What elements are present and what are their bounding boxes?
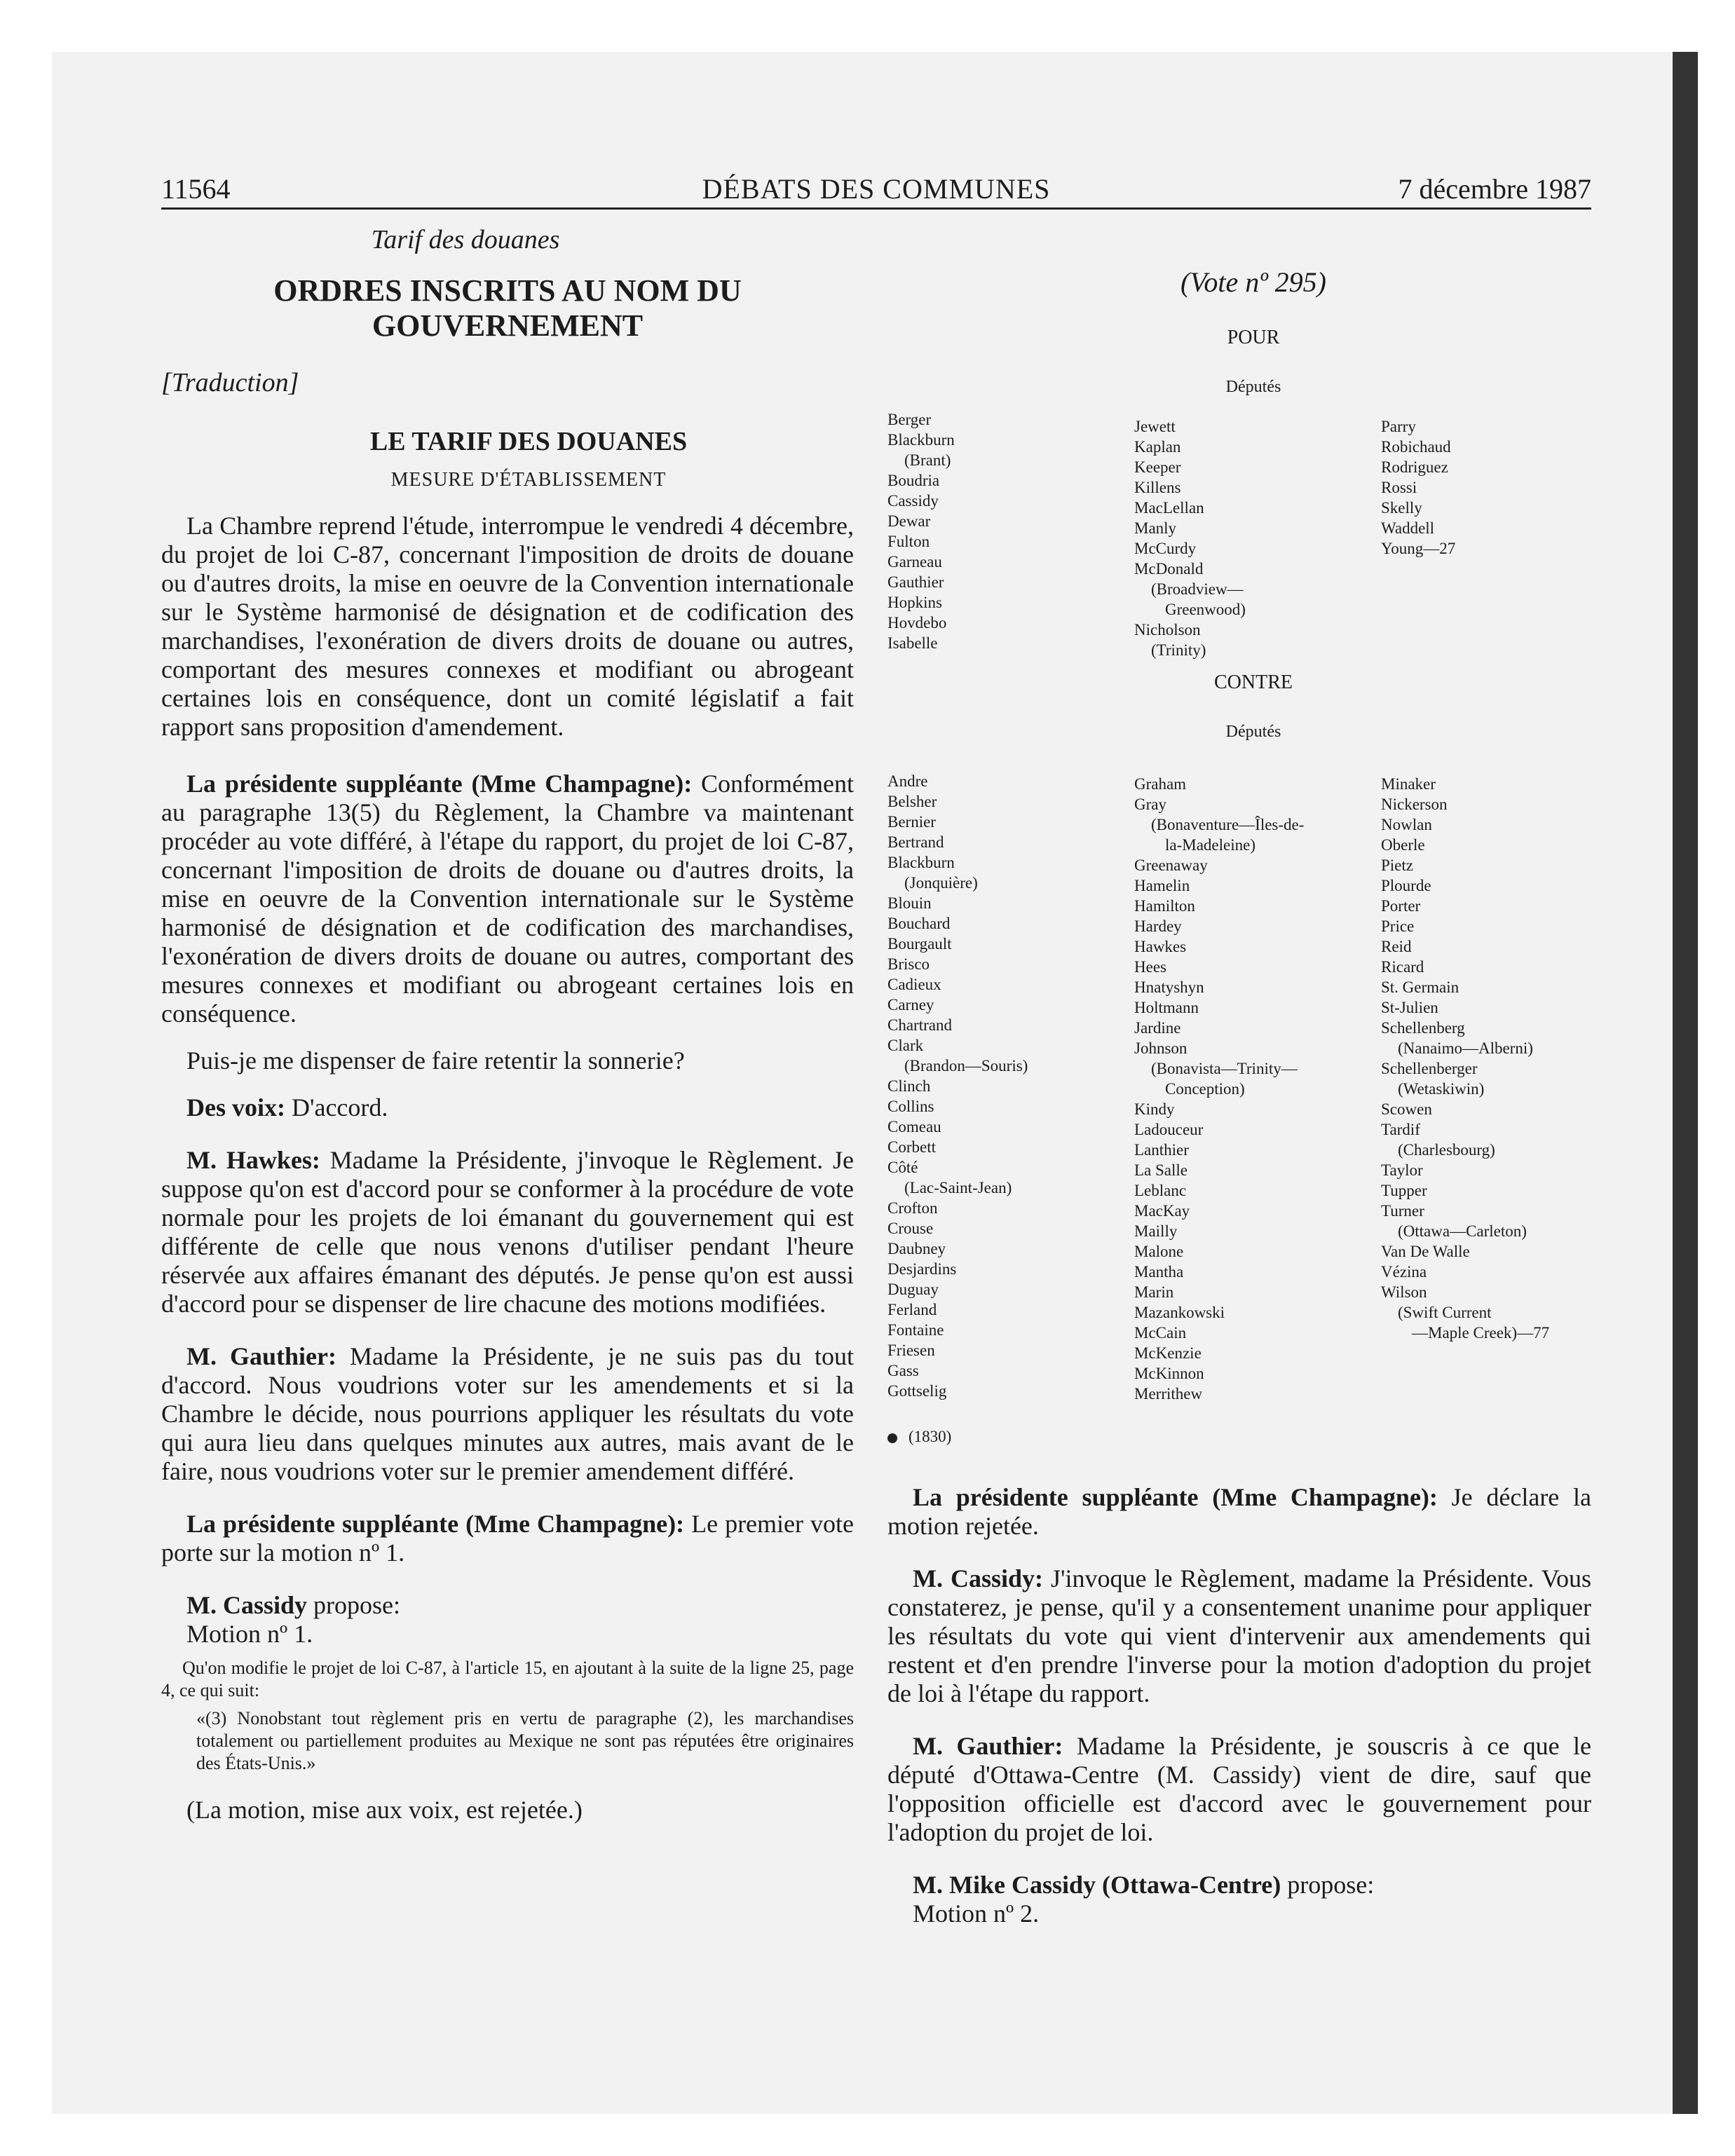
member-name: Oberle: [1381, 836, 1425, 854]
journal-title: DÉBATS DES COMMUNES: [702, 173, 1051, 205]
speaker-name: La présidente suppléante (Mme Champagne):: [913, 1483, 1438, 1511]
contre-column-2: [1134, 774, 1304, 1404]
member-name: Conception): [1165, 1080, 1245, 1098]
speaker-name: M. Hawkes:: [186, 1146, 320, 1174]
member-name: Nicholson: [1134, 621, 1201, 639]
member-name: (Ottawa—Carleton): [1398, 1222, 1527, 1240]
member-name: St-Julien: [1381, 999, 1438, 1016]
member-name: Nickerson: [1381, 796, 1448, 813]
scan-edge-bar: [1673, 52, 1698, 2114]
page-date: 7 décembre 1987: [1398, 173, 1591, 205]
member-name: Parry: [1381, 418, 1416, 435]
member-name: Rossi: [1381, 479, 1417, 496]
motion-proposer-2: M. Mike Cassidy (Ottawa-Centre) propose:: [913, 1871, 1375, 1899]
speaker-name: M. Cassidy:: [913, 1564, 1044, 1592]
member-name: Gauthier: [887, 573, 944, 591]
member-name: Isabelle: [887, 634, 938, 652]
member-name: la-Madeleine): [1165, 836, 1256, 854]
speech-text: Madame la Présidente, j'invoque le Règlement. Je suppose qu'on est d'accord pour se conformer à la procédure de vote normale pour les projets de loi émanant du gouvernement qui est différente de celle que nous venons d'utiliser pendant l'heure réservée aux affaires émanant des députés. Je pense qu'on est aussi d'accord pour se dispenser de lire chacune des motions modifiées.: [161, 1146, 854, 1318]
member-name: Lanthier: [1134, 1141, 1189, 1159]
member-name: Gray: [1134, 796, 1166, 813]
paragraph-cassidy: [887, 1564, 1591, 1708]
member-name: MacKay: [1134, 1202, 1190, 1220]
member-name: Desjardins: [887, 1260, 957, 1278]
member-name: Minaker: [1381, 775, 1436, 793]
member-name: Young—27: [1381, 540, 1456, 557]
member-name: Graham: [1134, 775, 1187, 793]
contre-column-1: [887, 771, 1028, 1401]
member-name: Marin: [1134, 1283, 1174, 1301]
member-name: (Brandon—Souris): [904, 1057, 1028, 1074]
member-name: Fontaine: [887, 1321, 944, 1339]
member-name: (Wetaskiwin): [1398, 1080, 1485, 1098]
member-name: Jardine: [1134, 1019, 1181, 1037]
member-name: Waddell: [1381, 519, 1435, 537]
member-name: (Trinity): [1151, 641, 1206, 659]
member-name: Cassidy: [887, 492, 939, 510]
motion-quote: «(3) Nonobstant tout règlement pris en vertu de paragraphe (2), les marchandises totalement ou partiellement produites au Mexique ne sont pas réputées être originaires des États-Unis.»: [196, 1708, 854, 1773]
right-column: [887, 266, 1591, 1928]
member-name: Schellenberg: [1381, 1019, 1465, 1037]
member-name: Bouchard: [887, 915, 951, 932]
translation-note: [Traduction]: [161, 368, 299, 397]
member-name: Keeper: [1134, 458, 1181, 476]
member-name: Chartrand: [887, 1016, 952, 1034]
member-name: Crouse: [887, 1220, 934, 1237]
member-name: Greenaway: [1134, 857, 1208, 874]
member-name: Carney: [887, 996, 934, 1014]
member-name: (Bonavista—Trinity—: [1151, 1060, 1298, 1077]
member-name: Berger: [887, 411, 932, 428]
member-name: Hees: [1134, 958, 1166, 976]
member-name: Hardey: [1134, 917, 1182, 935]
member-name: Gottselig: [887, 1382, 947, 1400]
speaker-name: M. Mike Cassidy (Ottawa-Centre): [913, 1871, 1281, 1899]
time-marker: [887, 1427, 1591, 1447]
member-name: (Nanaimo—Alberni): [1398, 1039, 1533, 1057]
member-name: McKenzie: [1134, 1344, 1202, 1362]
member-name: Van De Walle: [1381, 1243, 1470, 1260]
pour-list: [887, 409, 1591, 659]
speech-text: D'accord.: [291, 1093, 388, 1121]
member-name: (Broadview—: [1151, 580, 1244, 598]
speaker-name: M. Gauthier:: [186, 1342, 336, 1370]
member-name: Fulton: [887, 533, 930, 550]
section-title-line-2: GOUVERNEMENT: [372, 308, 644, 343]
paragraph-hawkes: [161, 1146, 854, 1318]
member-name: McDonald: [1134, 560, 1204, 578]
member-name: Reid: [1381, 938, 1412, 955]
time-marker-text: (1830): [909, 1428, 952, 1445]
member-name: Hnatyshyn: [1134, 978, 1204, 996]
member-name: Manly: [1134, 519, 1177, 537]
member-name: Killens: [1134, 479, 1181, 496]
member-name: Vézina: [1381, 1263, 1427, 1281]
speech-text: Madame la Présidente, je ne suis pas du tout d'accord. Nous voudrions voter sur les amendements et si la Chambre le décide, nous pourrions appliquer les résultats du vote qui aura lieu dans quelques minutes aux autres, mais avant de le faire, nous voudrions voter sur le premier amendement différé.: [161, 1342, 855, 1485]
member-name: Mazankowski: [1134, 1304, 1225, 1321]
member-name: Belsher: [887, 793, 937, 810]
member-name: Clark: [887, 1037, 924, 1054]
member-name: Clinch: [887, 1077, 931, 1095]
paragraph-gauthier-2: [887, 1732, 1591, 1847]
left-column: [161, 224, 854, 1824]
member-name: Ladouceur: [1134, 1121, 1204, 1138]
member-name: Mailly: [1134, 1222, 1178, 1240]
member-name: Dewar: [887, 512, 931, 530]
subject-heading: Tarif des douanes: [371, 225, 560, 254]
member-name: Bernier: [887, 813, 936, 831]
member-name: Jewett: [1134, 418, 1176, 435]
motion-proposer: M. Cassidy propose:: [186, 1591, 401, 1619]
motion-text: Qu'on modifie le projet de loi C-87, à l'article 15, en ajoutant à la suite de la ligne 25, page 4, ce qui suit:: [161, 1658, 854, 1700]
section-title: [161, 273, 854, 343]
member-name: (Brant): [904, 451, 951, 469]
member-name: —Maple Creek)—77: [1412, 1324, 1550, 1342]
motion-label: Motion nº 1.: [186, 1620, 313, 1648]
member-name: Plourde: [1381, 877, 1431, 894]
paragraph-motion-rejected: [887, 1483, 1591, 1541]
member-name: Schellenberger: [1381, 1060, 1478, 1077]
member-name: Greenwood): [1165, 601, 1246, 618]
member-name: Hovdebo: [887, 614, 947, 632]
member-name: McKinnon: [1134, 1365, 1204, 1382]
member-name: Côté: [887, 1159, 918, 1176]
member-name: Bourgault: [887, 935, 952, 953]
member-name: Gass: [887, 1362, 919, 1379]
member-name: Leblanc: [1134, 1182, 1187, 1199]
member-name: Holtmann: [1134, 999, 1199, 1016]
speaker-name: La présidente suppléante (Mme Champagne):: [186, 770, 693, 798]
pour-column-2: [1134, 416, 1246, 660]
member-name: Duguay: [887, 1281, 939, 1298]
member-name: Nowlan: [1381, 816, 1432, 833]
motion-label-2: Motion nº 2.: [913, 1899, 1040, 1928]
member-name: Merrithew: [1134, 1385, 1203, 1403]
speech-text: Le premier vote porte sur la motion nº 1.: [161, 1510, 855, 1567]
member-name: (Bonaventure—Îles-de-: [1151, 816, 1305, 833]
contre-list: [887, 771, 1591, 1409]
member-name: (Charlesbourg): [1398, 1141, 1495, 1159]
deputes-heading-contre: Députés: [1225, 723, 1281, 741]
member-name: Price: [1381, 917, 1415, 935]
speech-text: Conformément au paragraphe 13(5) du Règlement, la Chambre va maintenant procéder au vote différé, à l'étape du rapport, du projet de loi C-87, concernant l'imposition de droits de douane ou d'autres droits, la mise en oeuvre de la Convention internationale sur le Système harmonisé de désignation et de codification des marchandises, l'exonération de divers droits de douane ou autres, comportant des mesures connexes et modifiant ou abrogeant certaines lois en conséquence.: [161, 770, 854, 1028]
member-name: McCain: [1134, 1324, 1187, 1342]
member-name: Robichaud: [1381, 438, 1451, 456]
member-name: Scowen: [1381, 1100, 1432, 1118]
member-name: Bertrand: [887, 833, 944, 851]
member-name: Tupper: [1381, 1182, 1427, 1199]
member-name: Wilson: [1381, 1283, 1427, 1301]
paragraph-intro: La Chambre reprend l'étude, interrompue le vendredi 4 décembre, du projet de loi C-87, concernant l'imposition de droits de douane ou d'autres droits, la mise en oeuvre de la Convention internationale sur le Système harmonisé de désignation et de codification des marchandises, l'exonération de divers droits de douane ou autres, comportant des mesures connexes et modifiant ou abrogeant certaines lois en conséquence, dont un comité législatif a fait rapport sans proposition d'amendement.: [161, 512, 854, 741]
member-name: Andre: [887, 772, 928, 790]
deputes-heading-pour: Députés: [1225, 378, 1281, 396]
member-name: La Salle: [1134, 1161, 1188, 1179]
member-name: Brisco: [887, 955, 930, 973]
page-number: 11564: [161, 173, 231, 205]
member-name: Ricard: [1381, 958, 1424, 976]
vote-title: (Vote nº 295): [1181, 266, 1326, 298]
member-name: Tardif: [1381, 1121, 1420, 1138]
member-name: Boudria: [887, 472, 940, 489]
member-name: Daubney: [887, 1240, 946, 1257]
bullet-icon: [887, 1433, 897, 1443]
member-name: Friesen: [887, 1342, 935, 1359]
member-name: Garneau: [887, 553, 942, 571]
member-name: Comeau: [887, 1118, 941, 1135]
member-name: Blackburn: [887, 431, 955, 449]
section-title-line-1: ORDRES INSCRITS AU NOM DU: [273, 273, 742, 308]
member-name: St. Germain: [1381, 978, 1460, 996]
member-name: Hopkins: [887, 594, 942, 611]
member-name: MacLellan: [1134, 499, 1204, 517]
member-name: Turner: [1381, 1202, 1424, 1220]
speaker-name: M. Gauthier:: [913, 1732, 1063, 1760]
act-subtitle: MESURE D'ÉTABLISSEMENT: [390, 469, 667, 491]
pour-column-3: [1381, 416, 1455, 559]
speaker-name: La présidente suppléante (Mme Champagne):: [186, 1510, 685, 1538]
member-name: Collins: [887, 1098, 934, 1115]
speaker-name: M. Cassidy: [186, 1591, 308, 1619]
member-name: (Swift Current: [1398, 1304, 1492, 1321]
act-title: LE TARIF DES DOUANES: [369, 427, 688, 456]
member-name: Johnson: [1134, 1039, 1188, 1057]
member-name: Kaplan: [1134, 438, 1181, 456]
speech-text: J'invoque le Règlement, madame la Présidente. Vous constaterez, je pense, qu'il y a consentement unanime pour appliquer les résultats du vote qui vient d'intervenir aux amendements qui restent et d'en prendre l'inverse pour la motion d'adoption du projet de loi à l'étape du rapport.: [887, 1564, 1591, 1707]
member-name: Skelly: [1381, 499, 1422, 517]
member-name: (Lac-Saint-Jean): [904, 1179, 1012, 1196]
member-name: Ferland: [887, 1301, 937, 1318]
paragraph-bell: Puis-je me dispenser de faire retentir la sonnerie?: [186, 1046, 685, 1074]
member-name: Corbett: [887, 1138, 936, 1156]
member-name: Blouin: [887, 894, 932, 912]
running-header: [161, 171, 1591, 210]
paragraph-deferred-vote: [161, 770, 854, 1028]
member-name: Porter: [1381, 897, 1421, 915]
member-name: McCurdy: [1134, 540, 1197, 557]
member-name: Crofton: [887, 1199, 938, 1217]
paragraph-voices: [161, 1093, 854, 1122]
member-name: Hawkes: [1134, 938, 1187, 955]
member-name: (Jonquière): [904, 874, 978, 892]
paragraph-gauthier: [161, 1342, 854, 1486]
contre-column-3: [1381, 774, 1549, 1343]
member-name: Cadieux: [887, 976, 941, 993]
pour-column-1: [887, 409, 955, 653]
member-name: Malone: [1134, 1243, 1184, 1260]
member-name: Blackburn: [887, 854, 955, 871]
speech-text: Madame la Présidente, je souscris à ce que le député d'Ottawa-Centre (M. Cassidy) vient de dire, sauf que l'opposition officielle est d'accord avec le gouvernement pour l'adoption du projet de loi.: [887, 1732, 1592, 1846]
contre-heading: CONTRE: [1214, 671, 1293, 693]
pour-heading: POUR: [1227, 327, 1280, 348]
member-name: Kindy: [1134, 1100, 1175, 1118]
speaker-name: Des voix:: [186, 1093, 285, 1121]
member-name: Hamelin: [1134, 877, 1190, 894]
member-name: Taylor: [1381, 1161, 1423, 1179]
member-name: Rodriguez: [1381, 458, 1448, 476]
speech-text: Je déclare la motion rejetée.: [887, 1483, 1591, 1540]
paragraph-first-vote: [161, 1510, 854, 1567]
member-name: Hamilton: [1134, 897, 1195, 915]
motion-result: (La motion, mise aux voix, est rejetée.): [186, 1796, 583, 1824]
member-name: Mantha: [1134, 1263, 1184, 1281]
member-name: Pietz: [1381, 857, 1413, 874]
